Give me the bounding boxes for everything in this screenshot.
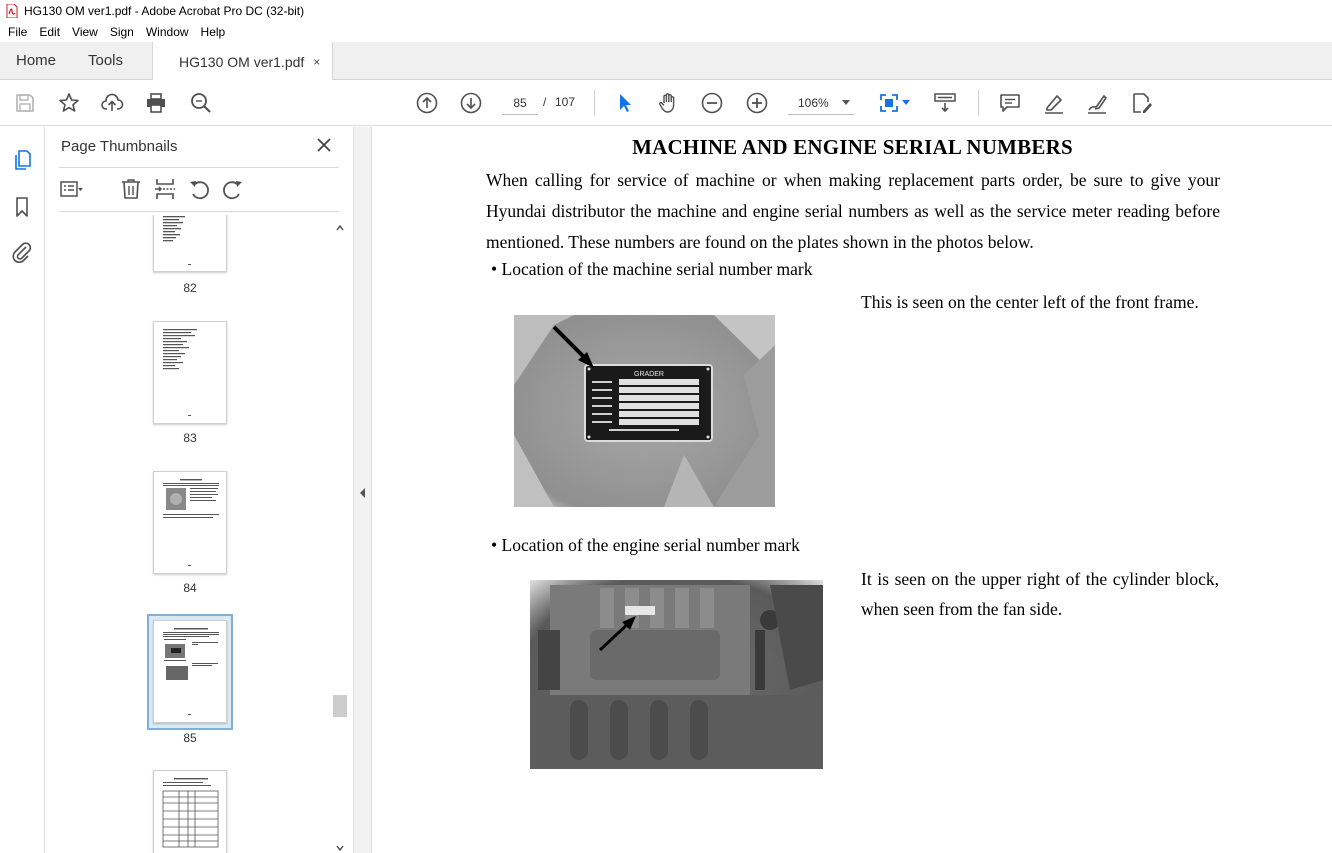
thumbnails-panel bbox=[45, 127, 354, 853]
engine-serial-description: It is seen on the upper right of the cylinder block, when seen from the fan side. bbox=[861, 569, 1219, 619]
page-down-icon[interactable] bbox=[459, 91, 483, 115]
plate-heading: GRADER bbox=[634, 371, 664, 378]
machine-serial-description: This is seen on the center left of the front frame. bbox=[861, 292, 1199, 312]
print-icon[interactable] bbox=[144, 91, 168, 115]
chevron-down-icon bbox=[842, 100, 850, 105]
thumbnail-label: 83 bbox=[183, 431, 197, 445]
thumbnail-page-83[interactable] bbox=[153, 321, 227, 424]
tab-tools[interactable]: Tools bbox=[88, 52, 124, 69]
document-view bbox=[373, 127, 1332, 853]
scroll-up-icon[interactable] bbox=[336, 221, 344, 229]
insert-icon[interactable] bbox=[153, 177, 177, 201]
thumbnail-page-86[interactable] bbox=[153, 770, 227, 853]
tab-home[interactable]: Home bbox=[16, 52, 57, 69]
zoom-select[interactable] bbox=[788, 91, 854, 115]
close-icon[interactable] bbox=[316, 137, 332, 153]
rotate-ccw-icon[interactable] bbox=[187, 177, 211, 201]
intro-paragraph: When calling for service of machine or when making replacement parts order, be sure to give your Hyundai distributor the machine and engine serial numbers as well as the service meter reading before mentioned. These numbers are found on the plates shown in the photos below. bbox=[486, 170, 1220, 252]
menu-view[interactable]: View bbox=[72, 25, 98, 39]
search-zoom-icon[interactable] bbox=[189, 91, 213, 115]
machine-serial-bullet: • Location of the machine serial number mark bbox=[491, 259, 813, 279]
tab-document[interactable] bbox=[152, 42, 333, 81]
panel-divider bbox=[59, 167, 339, 168]
menu-edit[interactable]: Edit bbox=[39, 25, 61, 39]
menu-sign[interactable]: Sign bbox=[109, 25, 134, 39]
edit-tools-icon[interactable] bbox=[1130, 91, 1154, 115]
page-number-input[interactable] bbox=[502, 91, 538, 115]
attachment-icon[interactable] bbox=[10, 240, 34, 264]
left-rail bbox=[0, 127, 45, 853]
machine-plate-photo bbox=[514, 315, 775, 507]
menu-help[interactable]: Help bbox=[200, 25, 226, 39]
collapse-panel-icon[interactable] bbox=[360, 488, 365, 498]
save-icon[interactable] bbox=[13, 91, 37, 115]
page-heading: MACHINE AND ENGINE SERIAL NUMBERS bbox=[632, 135, 1073, 159]
panel-divider-2 bbox=[59, 211, 339, 212]
thumbnail-page-84[interactable] bbox=[153, 471, 227, 574]
comment-icon[interactable] bbox=[998, 91, 1022, 115]
scroll-mode-icon[interactable] bbox=[933, 91, 957, 115]
star-icon[interactable] bbox=[57, 91, 81, 115]
thumbnail-label: 84 bbox=[183, 581, 197, 595]
window-title: HG130 OM ver1.pdf - Adobe Acrobat Pro DC (32-bit) bbox=[24, 4, 305, 18]
tab-document-label: HG130 OM ver1.pdf bbox=[179, 53, 305, 70]
panel-title: Page Thumbnails bbox=[61, 138, 178, 155]
upload-icon[interactable] bbox=[100, 91, 124, 115]
pdf-app-icon bbox=[6, 4, 18, 18]
title-bar bbox=[0, 0, 1332, 22]
zoom-out-icon[interactable] bbox=[700, 91, 724, 115]
zoom-in-icon[interactable] bbox=[745, 91, 769, 115]
zoom-value: 106% bbox=[798, 95, 829, 110]
toolbar-divider bbox=[594, 90, 595, 116]
thumbnails-icon[interactable] bbox=[10, 148, 34, 172]
fit-page-icon[interactable] bbox=[877, 91, 901, 115]
engine-serial-bullet: • Location of the engine serial number mark bbox=[491, 535, 800, 555]
options-icon[interactable] bbox=[59, 177, 83, 201]
highlight-icon[interactable] bbox=[1042, 91, 1066, 115]
fit-chevron-icon[interactable] bbox=[902, 100, 910, 105]
select-cursor-icon[interactable] bbox=[613, 91, 637, 115]
tab-bar bbox=[0, 42, 1332, 80]
thumbnail-list bbox=[45, 215, 335, 853]
bookmark-icon[interactable] bbox=[10, 195, 34, 219]
delete-icon[interactable] bbox=[119, 177, 143, 201]
thumbnail-page-85[interactable] bbox=[153, 620, 227, 723]
menu-bar bbox=[0, 22, 1332, 42]
thumbnail-scrollbar[interactable] bbox=[333, 215, 347, 853]
panel-splitter[interactable] bbox=[354, 127, 372, 853]
thumbnail-label: 85 bbox=[183, 731, 197, 745]
scroll-down-icon[interactable] bbox=[336, 841, 344, 849]
menu-window[interactable]: Window bbox=[145, 25, 189, 39]
toolbar-divider-2 bbox=[978, 90, 979, 116]
page-separator: / bbox=[543, 95, 547, 109]
page-total: 107 bbox=[555, 95, 576, 109]
tab-close-icon[interactable]: × bbox=[313, 54, 321, 69]
thumbnail-label: 82 bbox=[183, 281, 197, 295]
thumbnail-page-82[interactable] bbox=[153, 215, 227, 272]
menu-file[interactable]: File bbox=[8, 25, 28, 39]
page-up-icon[interactable] bbox=[415, 91, 439, 115]
sign-icon[interactable] bbox=[1085, 91, 1109, 115]
rotate-cw-icon[interactable] bbox=[221, 177, 245, 201]
engine-block-photo bbox=[530, 580, 823, 769]
scrollbar-thumb[interactable] bbox=[333, 695, 347, 717]
toolbar bbox=[0, 80, 1332, 126]
hand-icon[interactable] bbox=[656, 91, 680, 115]
